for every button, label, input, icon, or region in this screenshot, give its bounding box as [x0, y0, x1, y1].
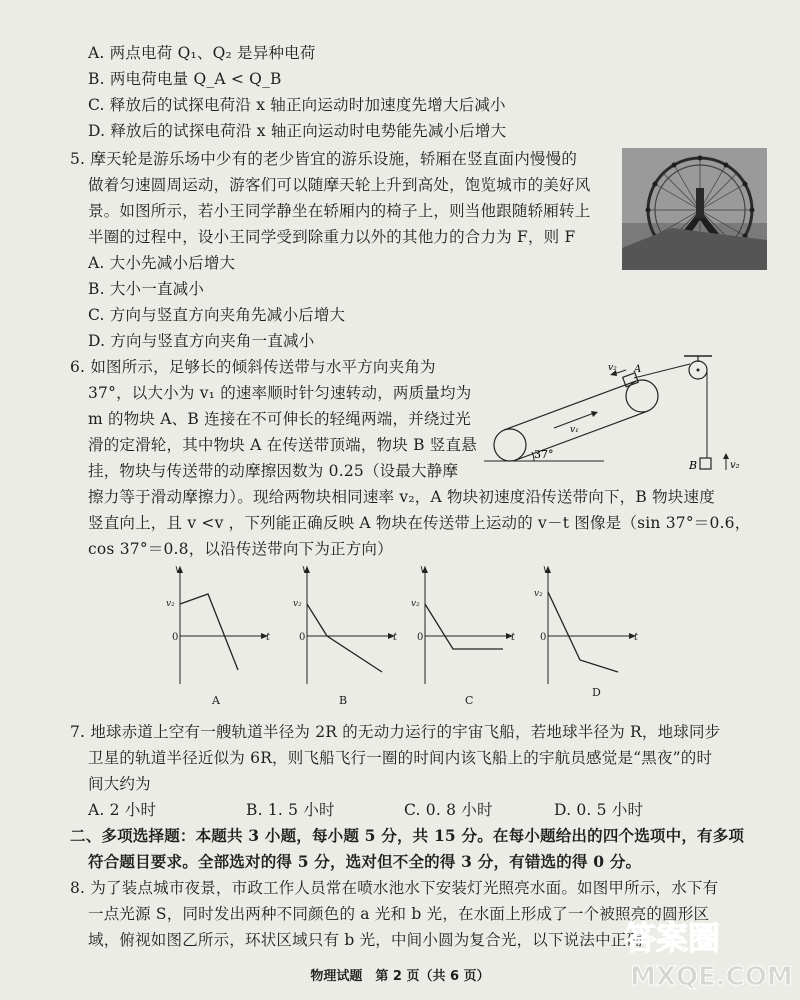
q7-option-b: B. 1. 5 小时: [246, 801, 335, 819]
svg-text:0: 0: [299, 632, 306, 643]
section-2-instructions: 符合题目要求。全部选对的得 5 分，选对但不全的得 3 分，有错选的得 0 分。: [88, 852, 642, 871]
q7-option-a: A. 2 小时: [88, 801, 157, 819]
vt-graph-d: [528, 562, 638, 712]
svg-text:v₂: v₂: [166, 599, 175, 609]
q4-option-b: B. 两电荷电量 Q_A < Q_B: [88, 70, 282, 88]
q6-stem-line-7: 竖直向上，且 v <v ，下列能正确反映 A 物块在传送带上运动的 v－t 图像是（sin 37°＝0.6，: [88, 514, 751, 532]
q5-option-d: D. 方向与竖直方向夹角一直减小: [88, 332, 315, 350]
vt-graph-b: [287, 562, 397, 712]
q7-stem-line-3: 间大约为: [88, 775, 151, 793]
svg-text:v: v: [175, 564, 181, 575]
q5-option-b: B. 大小一直减小: [88, 280, 205, 298]
fig6-label-v1: v₁: [570, 425, 579, 435]
svg-text:答案圈: 答案圈: [624, 919, 721, 957]
svg-text:t: t: [634, 632, 638, 643]
q5-stem-line-4: 半圈的过程中，设小王同学受到除重力以外的其他力的合力为 F，则 F: [88, 228, 576, 246]
graph-c-label: C: [465, 694, 474, 707]
svg-text:t: t: [511, 632, 515, 643]
q6-stem-line-3: m 的物块 A、B 连接在不可伸长的轻绳两端，并绕过光: [88, 410, 471, 428]
ferris-wheel-photo: [622, 148, 767, 270]
q5-stem-line-2: 做着匀速圆周运动，游客们可以随摩天轮上升到高处，饱览城市的美好风: [88, 176, 591, 194]
q8-stem-line-3: 域，俯视如图乙所示，环状区域只有 b 光，中间小圆为复合光，以下说法中正确: [88, 931, 643, 949]
svg-text:t: t: [393, 632, 397, 643]
svg-text:v₂: v₂: [293, 599, 302, 609]
svg-text:v: v: [302, 564, 308, 575]
fig6-label-v2: v₂: [608, 363, 617, 373]
q4-option-c: C. 释放后的试探电荷沿 x 轴正向运动时加速度先增大后减小: [88, 96, 506, 114]
page-footer: 物理试题 第 2 页（共 6 页）: [310, 969, 490, 984]
svg-text:0: 0: [417, 632, 424, 643]
q5-option-a: A. 大小先减小后增大: [88, 254, 236, 272]
q6-stem-line-8: cos 37°＝0.8，以沿传送带向下为正方向）: [88, 540, 393, 558]
graph-a-label: A: [212, 694, 220, 707]
svg-text:0: 0: [172, 632, 179, 643]
q4-option-d: D. 释放后的试探电荷沿 x 轴正向运动时电势能先减小后增大: [88, 122, 507, 140]
svg-text:t: t: [266, 632, 270, 643]
fig6-label-angle: 37°: [534, 448, 554, 461]
svg-text:v₂: v₂: [534, 589, 543, 599]
q7-option-c: C. 0. 8 小时: [404, 801, 493, 819]
vt-graph-a: [160, 562, 270, 712]
section-2-heading: 二、多项选择题：本题共 3 小题，每小题 5 分，共 15 分。在每小题给出的四个选项中，有多项: [70, 826, 745, 845]
svg-text:0: 0: [540, 632, 547, 643]
q5-option-c: C. 方向与竖直方向夹角先减小后增大: [88, 306, 346, 324]
q5-stem-line-3: 景。如图所示，若小王同学静坐在轿厢内的椅子上，则当他跟随轿厢转上: [88, 202, 591, 220]
graph-d-label: D: [592, 686, 601, 699]
q8-stem-line-1: 8. 为了装点城市夜景，市政工作人员常在喷水池水下安装灯光照亮水面。如图甲所示，水下有: [70, 879, 719, 897]
q6-stem-line-2: 37°，以大小为 v₁ 的速率顺时针匀速转动，两质量均为: [88, 384, 472, 402]
fig6-label-vb: v₂: [730, 460, 740, 471]
q7-stem-line-2: 卫星的轨道半径近似为 6R，则飞船飞行一圈的时间内该飞船上的宇航员感觉是“黑夜”的时: [88, 749, 713, 767]
q6-stem-line-4: 滑的定滑轮，其中物块 A 在传送带顶端，物块 B 竖直悬: [88, 436, 477, 454]
q6-stem-line-6: 擦力等于滑动摩擦力）。现给两物块相同速率 v₂，A 物块初速度沿传送带向下，B 物块速度: [88, 488, 715, 506]
svg-text:v: v: [420, 564, 426, 575]
q6-stem-line-5: 挂，物块与传送带的动摩擦因数为 0.25（设最大静摩: [88, 462, 459, 480]
q6-stem-line-1: 6. 如图所示，足够长的倾斜传送带与水平方向夹角为: [70, 358, 436, 376]
q7-option-d: D. 0. 5 小时: [554, 801, 644, 819]
q7-stem-line-1: 7. 地球赤道上空有一艘轨道半径为 2R 的无动力运行的宇宙飞船，若地球半径为 R，地球同步: [70, 723, 721, 741]
fig6-label-a: A: [634, 364, 642, 375]
q4-option-a: A. 两点电荷 Q₁、Q₂ 是异种电荷: [88, 44, 316, 62]
svg-text:v: v: [543, 564, 549, 575]
fig6-label-b: B: [689, 459, 698, 472]
vt-graph-c: [405, 562, 515, 712]
svg-text:MXQE.COM: MXQE.COM: [630, 962, 793, 992]
svg-text:v₂: v₂: [411, 599, 420, 609]
graph-b-label: B: [339, 694, 348, 707]
conveyor-belt-diagram: [484, 348, 744, 478]
q5-stem-line-1: 5. 摩天轮是游乐场中少有的老少皆宜的游乐设施，轿厢在竖直面内慢慢的: [70, 150, 578, 168]
q8-stem-line-2: 一点光源 S，同时发出两种不同颜色的 a 光和 b 光，在水面上形成了一个被照亮的圆形区: [88, 905, 710, 923]
